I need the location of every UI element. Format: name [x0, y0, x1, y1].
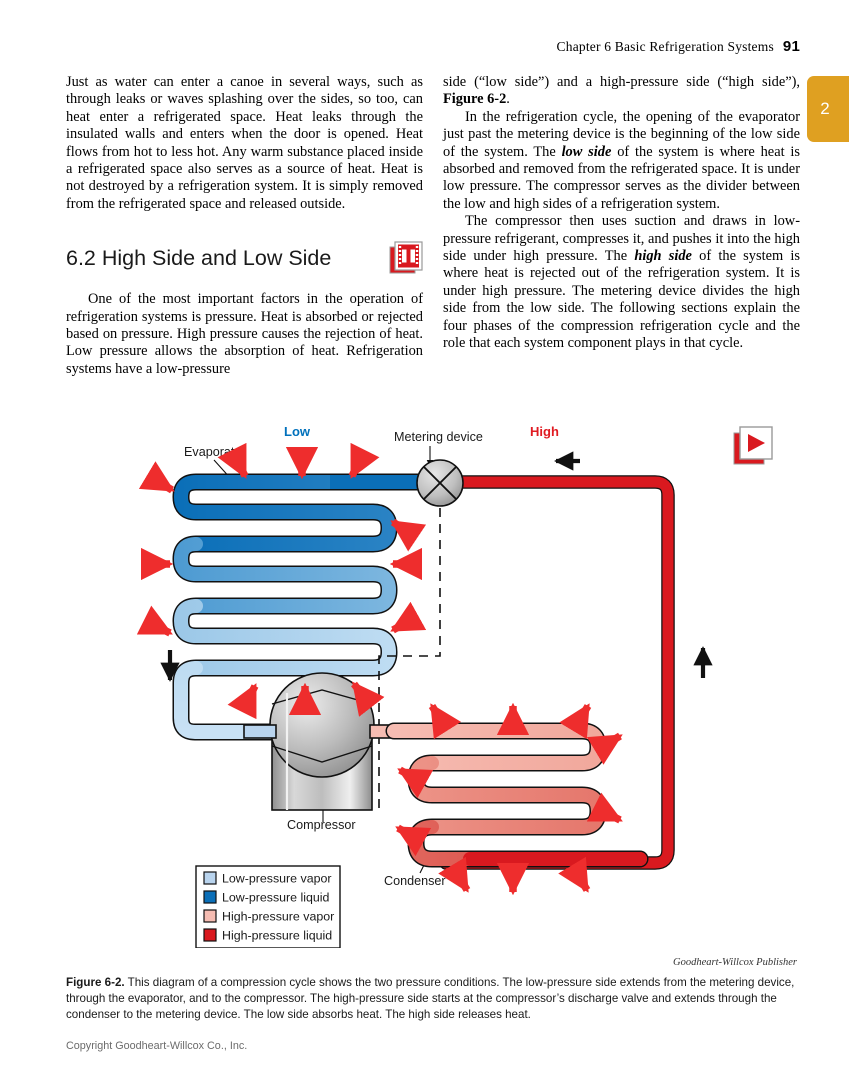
right-paragraph-1	[443, 74, 800, 109]
high-pressure-line	[446, 482, 668, 863]
section-heading-row	[66, 241, 423, 277]
chapter-thumb-tab	[807, 76, 849, 142]
legend-swatch-2	[204, 910, 216, 922]
figure-legend	[196, 866, 340, 948]
running-head-chapter-title: Chapter 6 Basic Refrigeration Systems	[556, 39, 774, 54]
figure-credit: Goodheart-Willcox Publisher	[673, 957, 797, 968]
left-paragraph-2: One of the most important factors in the operation of refrigeration systems is pressure. Heat is absorbed or rejected based on pressure. High pressure causes the rejection of heat. Low pressure allows the absorption of heat. Refrigeration systems have a low-pressure	[66, 291, 423, 377]
metering-device	[417, 460, 463, 506]
label-condenser: Condenser	[384, 874, 446, 888]
running-head	[0, 38, 800, 55]
right-p3-pre: The compressor then uses suction and draws in low-pressure refrigerant, compresses it, and pushes it into the high side under high pressure. The	[443, 213, 800, 265]
term-low-side: low side	[561, 143, 612, 160]
figure-caption	[66, 975, 799, 1024]
page-title: 6.2 High Side and Low Side	[66, 246, 332, 271]
page-number: 91	[782, 38, 800, 55]
footer-copyright: Copyright Goodheart-Willcox Co., Inc.	[66, 1040, 248, 1052]
legend-label-0: Low-pressure vapor	[222, 871, 332, 886]
left-paragraph-1: Just as water can enter a canoe in several ways, such as through leaks or waves splashing over the sides, so too, can heat enter a refrigerated space. Heat leaks through the insulated walls and enters when the door is opened. Heat flows from hot to less hot. Any warm substance placed inside a refrigerated space also serves as a source of heat. Heat is not destroyed by a refrigeration system. It is simply removed from the refrigerated space and released outside.	[66, 74, 423, 212]
figure-6-2	[0, 418, 849, 948]
left-text-column	[66, 74, 423, 378]
legend-swatch-0	[204, 872, 216, 884]
legend-label-1: Low-pressure liquid	[222, 890, 330, 905]
label-compressor: Compressor	[287, 818, 356, 832]
label-low: Low	[284, 424, 310, 439]
filmstrip-icon[interactable]	[389, 241, 423, 275]
legend-swatch-3	[204, 929, 216, 941]
figure-cross-reference: Figure 6-2	[443, 91, 507, 108]
term-high-side: high side	[634, 248, 692, 265]
compressor	[244, 673, 404, 810]
legend-label-2: High-pressure vapor	[222, 909, 335, 924]
label-evaporator: Evaporator	[184, 445, 246, 459]
figure-caption-text: This diagram of a compression cycle shows the two pressure conditions. The low-pressure side extends from the metering device, through the evaporator, and to the compressor. The high-pressure side starts at the compressor’s discharge valve and extends through the condenser to the metering device. The low side absorbs heat. The high side releases heat.	[66, 976, 795, 1022]
right-p1-pre: side (“low side”) and a high-pressure side (“high side”),	[443, 74, 800, 90]
legend-label-3: High-pressure liquid	[222, 928, 333, 943]
right-p3-post: of the system is where heat is rejected out of the refrigeration system. It is under high pressure. The metering device divides the high side from the low side. The following sections explain the four phases of the compression refrigeration cycle and the role that each system component plays in that cycle.	[443, 248, 800, 352]
play-button-icon[interactable]	[733, 426, 773, 466]
label-high: High	[530, 424, 559, 439]
right-paragraph-3	[443, 213, 800, 352]
thumb-tab-label: 2	[820, 99, 830, 118]
right-paragraph-2	[443, 109, 800, 213]
label-metering-device: Metering device	[394, 430, 483, 444]
right-p2-pre: In the refrigeration cycle, the opening of the evaporator just past the metering device is the beginning of the low side of the system. The	[443, 108, 800, 160]
legend-swatch-1	[204, 891, 216, 903]
right-text-column	[443, 74, 800, 353]
right-p1-post: .	[506, 91, 510, 108]
figure-caption-label: Figure 6-2.	[66, 976, 125, 989]
right-p2-post: of the system is where heat is absorbed and removed from the refrigerated space. It is under low pressure. The compressor serves as the divider between the low and high sides of a refrigeration system.	[443, 143, 801, 212]
